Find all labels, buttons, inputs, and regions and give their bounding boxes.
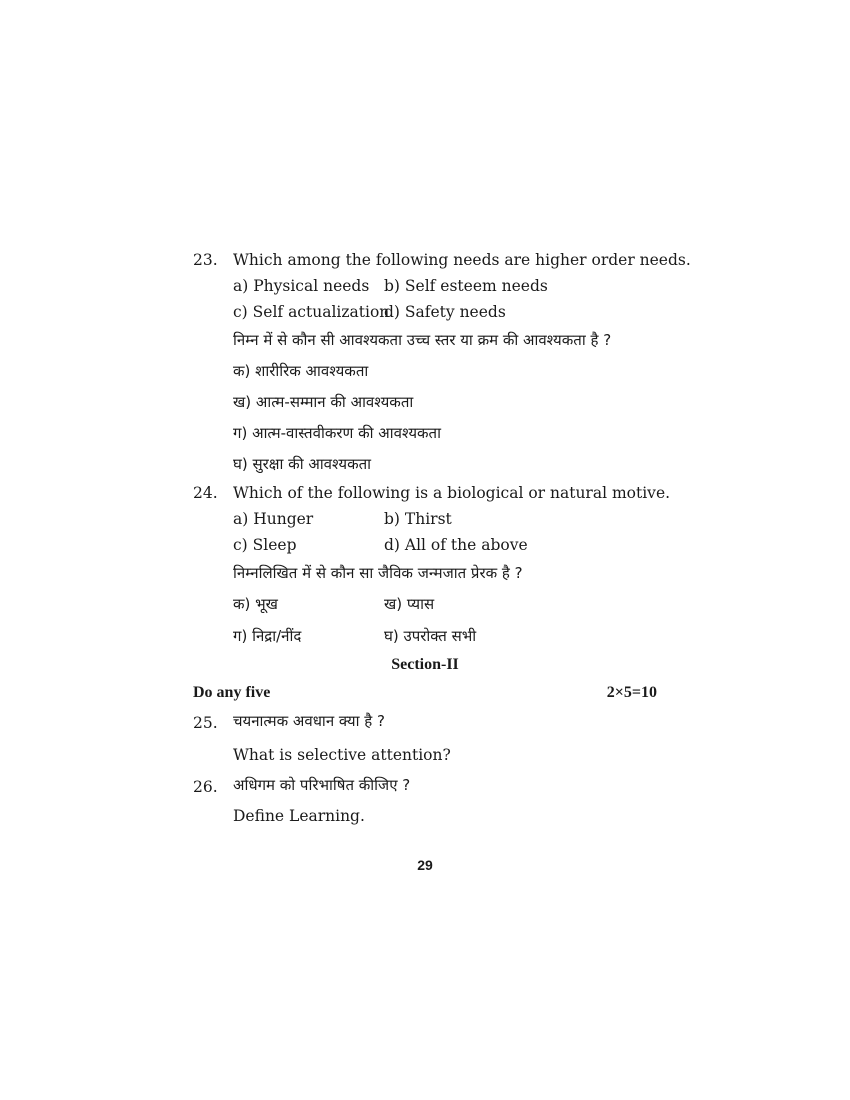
option-c: c) Sleep	[233, 536, 297, 554]
option-c: c) Self actualization	[233, 303, 390, 321]
option-ka: क) भूख	[233, 595, 278, 613]
question-text-hi: निम्नलिखित में से कौन सा जैविक जन्मजात प्रेरक है ?	[233, 564, 523, 582]
option-ga: ग) निद्रा/नींद	[233, 627, 302, 645]
option-a: a) Physical needs	[233, 277, 370, 295]
question-text-en: Which among the following needs are higher order needs.	[233, 251, 691, 269]
question-text-hi: निम्न में से कौन सी आवश्यकता उच्च स्तर या क्रम की आवश्यकता है ?	[233, 331, 612, 349]
option-a: a) Hunger	[233, 510, 314, 528]
option-kha: ख) प्यास	[384, 595, 435, 613]
page-number: 29	[417, 857, 433, 873]
question-number: 26.	[193, 778, 218, 796]
option-d: d) Safety needs	[384, 303, 506, 321]
question-text-hi: चयनात्मक अवधान क्या है ?	[233, 712, 385, 730]
option-ga: ग) आत्म-वास्तवीकरण की आवश्यकता	[233, 424, 441, 442]
question-number: 23.	[193, 251, 218, 269]
section-instruction: Do any five	[193, 684, 271, 701]
option-kha: ख) आत्म-सम्मान की आवश्यकता	[233, 393, 414, 411]
option-gha: घ) सुरक्षा की आवश्यकता	[233, 455, 372, 473]
question-text-en: Which of the following is a biological or natural motive.	[233, 484, 671, 502]
option-d: d) All of the above	[384, 536, 528, 554]
question-text-en: Define Learning.	[233, 807, 365, 825]
question-text-en: What is selective attention?	[233, 746, 451, 764]
section-title: Section-II	[391, 656, 459, 673]
option-ka: क) शारीरिक आवश्यकता	[233, 362, 369, 380]
option-b: b) Self esteem needs	[384, 277, 548, 295]
question-number: 24.	[193, 484, 218, 502]
option-b: b) Thirst	[384, 510, 452, 528]
section-marks: 2×5=10	[606, 684, 657, 701]
option-gha: घ) उपरोक्त सभी	[384, 627, 477, 645]
question-text-hi: अधिगम को परिभाषित कीजिए ?	[233, 776, 411, 794]
question-number: 25.	[193, 714, 218, 732]
